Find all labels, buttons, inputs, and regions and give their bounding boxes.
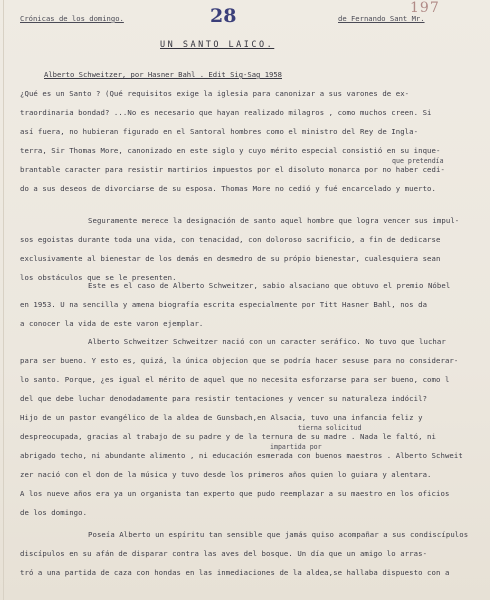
interlinear-correction: que pretendía [392, 157, 444, 165]
text-line: despreocupada, gracias al trabajo de su padre y de la ternura de su madre . Nada le faltó, ni [20, 432, 436, 441]
text-line: brantable caracter para resistir martirios impuestos por el disoluto monarca por no haber cedi- [20, 165, 445, 174]
text-line: así fuera, no hubieran figurado en el Santoral hombres como el ministro del Rey de Ingla- [20, 127, 419, 136]
text-line: los obstáculos que se le presenten. [20, 273, 177, 282]
text-line: del que debe luchar denodadamente para resistir tentaciones y vencer su naturaleza indócil? [20, 394, 428, 403]
text-line: para ser bueno. Y esto es, quizá, la única objecion que se podría hacer sesuse para no considerar- [20, 356, 459, 365]
text-line: abrigado techo, ni abundante alimento , ni educación esmerada con buenos maestros . Alberto Schweit [20, 451, 463, 460]
interlinear-correction: tierna solicitud [298, 424, 362, 432]
text-line: lo santo. Porque, ¿es igual el mérito de aquel que no necesita esforzarse para ser bueno, como l [20, 375, 450, 384]
text-line: sos egoistas durante toda una vida, con tenacidad, con doloroso sacrificio, a fin de dedicarse [20, 235, 441, 244]
text-line: traordinaria bondad? ...No es necesario que hayan realizado milagros , como muchos creen. Si [20, 108, 432, 117]
text-line: Poseía Alberto un espíritu tan sensible que jamás quiso acompañar a sus condiscípulos [88, 530, 469, 539]
text-line: terra, Sir Thomas More, canonizado en este siglo y cuyo mérito especial consistió en su inque- [20, 146, 441, 155]
text-line: a conocer la vida de este varon ejemplar. [20, 319, 204, 328]
text-line: tró a una partida de caza con hondas en las inmediaciones de la aldea,se hallaba dispuesto con a [20, 568, 450, 577]
series-header: Crónicas de los domingo. [20, 14, 124, 23]
handwritten-page-number: 28 [210, 5, 237, 27]
text-line: de los domingo. [20, 508, 88, 517]
folio-stamp: 197 [410, 0, 440, 16]
text-line: en 1953. U na sencilla y amena biografía escrita especialmente por Titt Hasner Bahl, nos da [20, 300, 428, 309]
text-line: do a sus deseos de divorciarse de su esposa. Thomas More no cedió y fué encarcelado y muerto. [20, 184, 436, 193]
text-line: Seguramente merece la designación de santo aquel hombre que logra vencer sus impul- [88, 216, 460, 225]
text-line: discípulos en su afán de disparar contra las aves del bosque. Un día que un amigo lo arras- [20, 549, 428, 558]
interlinear-correction: impartida por [270, 443, 322, 451]
article-title: UN SANTO LAICO. [160, 40, 275, 50]
text-line: Hijo de un pastor evangélico de la aldea de Gunsbach,en Alsacia, tuvo una infancia feliz y [20, 413, 423, 422]
text-line: zer nació con el don de la música y tuvo desde los primeros años quien lo guiara y alentara. [20, 470, 432, 479]
text-line: Este es el caso de Alberto Schweitzer, sabio alsaciano que obtuvo el premio Nóbel [88, 281, 451, 290]
text-line: ¿Qué es un Santo ? (Qué requisitos exige la iglesia para canonizar a sus varones de ex- [20, 89, 410, 98]
author-header: de Fernando Sant Mr. [338, 14, 425, 23]
text-line: Alberto Schweitzer Schweitzer nació con un caracter seráfico. No tuvo que luchar [88, 337, 446, 346]
text-line: exclusivamente al bienestar de los demás en desmedro de su própio bienestar, cualesquiera sean [20, 254, 441, 263]
article-byline: Alberto Schweitzer, por Hasner Bahl . Edit Sig-Sag 1958 [44, 70, 282, 79]
text-line: A los nueve años era ya un organista tan experto que pudo reemplazar a su maestro en los oficios [20, 489, 450, 498]
